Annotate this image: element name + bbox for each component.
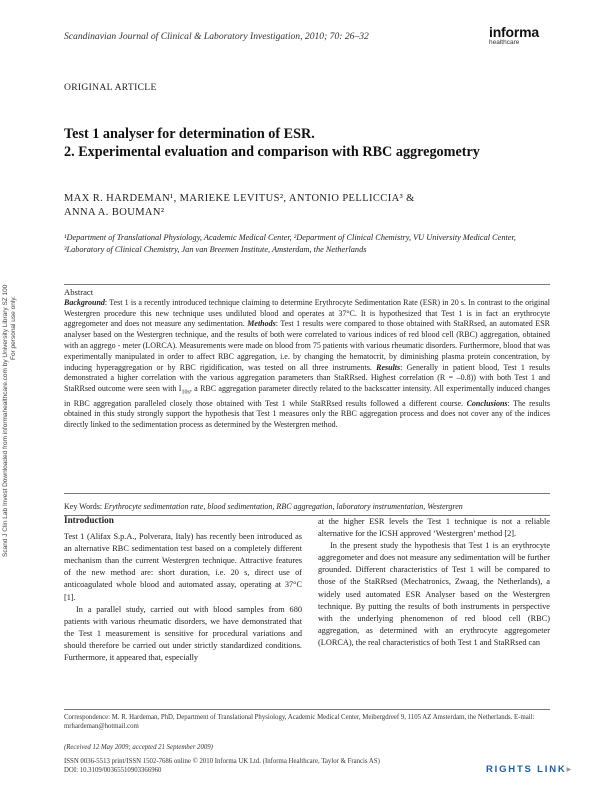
watermark-line-2: For personal use only. [10, 296, 17, 360]
authors-line-2: ANNA A. BOUMAN² [64, 207, 165, 218]
watermark-line-1: Scand J Clin Lab Invest Downloaded from informahealthcare.com by University Library SZ 100 [2, 284, 9, 557]
background-text: : Test 1 is a recently introduced technique claiming to determine Erythrocyte Sedimentation Rate (ESR) in 20 s. In contrast to the original Westergren procedure this new technique uses undiluted blood and operates at 37°C. It is hypothesized that Test 1 is in fact an erythrocyte aggregometer and does not measure any sedimentation. [64, 297, 550, 329]
abstract [64, 284, 550, 431]
conclusions-label: Conclusions [466, 398, 508, 408]
abstract-top-rule [64, 284, 550, 285]
methods-label: Methods [247, 319, 276, 329]
title-line-1: Test 1 analyser for determination of ESR. [64, 126, 315, 142]
results-label: Results [376, 362, 401, 372]
rightslink-part-a: RIGHTS [486, 764, 533, 775]
publisher-name: informa [489, 24, 539, 40]
intro-heading: Introduction [64, 515, 114, 525]
col1-paragraph-2: In a parallel study, carried out with blood samples from 680 patients with various rheumatic disorders, we have demonstrated that the Test 1 measurement is sensitive for procedural variations and should therefore be carried out under strictly standardized conditions. Furthermore, it appeared that, especially [64, 604, 302, 663]
abstract-bottom-rule [64, 493, 550, 494]
rightslink-part-b: LINK [537, 764, 567, 775]
rightslink-logo[interactable] [486, 764, 573, 775]
received-dates: (Received 12 May 2009; accepted 21 September 2009) [64, 744, 213, 751]
rightslink-arrow-icon: ▸ [566, 764, 574, 775]
correspondence: Correspondence: M. R. Hardeman, PhD, Department of Translational Physiology, Academic Medical Center, Meibergdreef 9, 1105 AZ Amsterdam, the Netherlands. E-mail: mrhardeman@hotmail.com [64, 714, 535, 731]
issn: ISSN 0036-5513 print/ISSN 1502-7686 online © 2010 Informa UK Ltd. (Informa Healthcare, Taylor & Francis AS) [64, 758, 380, 765]
download-watermark [0, 237, 14, 557]
results-text-b: , a RBC aggregation parameter directly related to the backscatter intensity. All experimentally induced changes in RBC aggregation paralleled closely those obtained with Test 1 while StaRRsed results followed a different course. [64, 384, 551, 408]
abstract-body [64, 298, 550, 431]
authors-line-1: MAX R. HARDEMAN¹, MARIEKE LEVITUS², ANTONIO PELLICCIA³ & [64, 193, 415, 204]
conclusions-text: : The results obtained in this study strongly support the hypothesis that Test 1 measures only the RBC aggregation process and does not cover any of the indices directly linked to the sedimentation process as determined by the Westergren method. [64, 398, 550, 430]
col2-paragraph-1: at the higher ESR levels the Test 1 technique is not a reliable alternative for the ICSH approved ‘Westergren’ method [2]. [318, 517, 550, 539]
results-subscript: 10s [181, 389, 190, 396]
col1-paragraph-1: Test 1 (Alifax S.p.A., Polverara, Italy) has recently been introduced as an alternative RBC sedimentation test based on a completely different mechanism than the current Westergren technique. Attractive features of the new method are: short duration, i.e. 20 s, direct use of anticoagulated whole blood and automated assay, operating at 37°C [1]. [64, 532, 302, 602]
keywords [64, 501, 550, 512]
footer-rule [64, 709, 550, 710]
affiliations: ¹Department of Translational Physiology, Academic Medical Center, ²Department of Clinical Chemistry, VU University Medical Center, ³Laboratory of Clinical Chemistry, Jan van Breemen Institute, Amsterdam, the Netherlands [64, 233, 516, 255]
publisher-sub: healthcare [489, 39, 520, 46]
doi: DOI: 10.3109/00365510903366960 [64, 767, 162, 774]
abstract-heading: Abstract [64, 287, 94, 297]
title-line-2: 2. Experimental evaluation and comparison with RBC aggregometry [64, 144, 480, 160]
col2-paragraph-2: In the present study the hypothesis that Test 1 is an erythrocyte aggregometer and does not measure any sedimentation will be further grounded. Different characteristics of Test 1 will be compared to those of the StaRRsed (Mechatronics, Zwaag, the Netherlands), a widely used automated ESR Analyser based on the Westergren technique. By putting the results of both instruments in perspective with the underlying phenomenon of red blood cell (RBC) aggregation, as determined with an erythrocyte aggregometer (LORCA), the real characteristics of both Test 1 and StaRRsed can [318, 541, 550, 647]
results-text-a: : Generally in patient blood, Test 1 results demonstrated a higher correlation with the various aggregation parameters than StaRRsed. Highest correlation (R = –0.8)) with both Test 1 and StaRRsed outcome were seen with I [64, 362, 550, 394]
keywords-label: Key Words: [64, 502, 103, 511]
background-label: Background [64, 297, 105, 307]
article-type: ORIGINAL ARTICLE [64, 82, 157, 93]
journal-header: Scandinavian Journal of Clinical & Laboratory Investigation, 2010; 70: 26–32 [64, 31, 369, 42]
column-right [318, 516, 550, 649]
keywords-text: Erythrocyte sedimentation rate, blood sedimentation, RBC aggregation, laboratory instrumentation, Westergren [104, 502, 463, 511]
watermark-personal [10, 296, 20, 360]
authors [64, 192, 534, 220]
methods-text: : Test 1 results were compared to those obtained with StaRRsed, an automated ESR analyser based on the Westergren technique, and the results of both were correlated to various indices of red blood cell (RBC) aggregation, obtained with an aggrego - meter (LORCA). Measurements were made on blood from 75 patients with various rheumatic disorders. Furthermore, blood that was experimentally manipulated in order to affect RBC aggregation, i.e. by changing the hematocrit, by diminishing plasma protein concentration, by inducing hyperaggregation or by RBC rigidification, was tested on all three instruments. [64, 319, 550, 372]
column-left [64, 514, 302, 664]
article-title [64, 125, 480, 161]
publisher-logo [489, 25, 539, 47]
